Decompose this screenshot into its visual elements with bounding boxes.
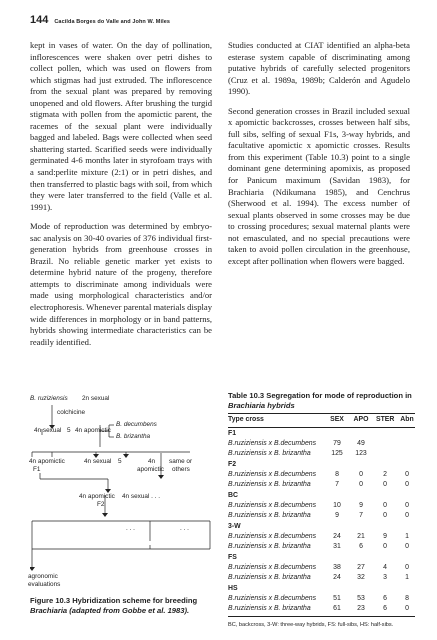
abn-cell: 0 (405, 605, 409, 612)
hybridization-scheme-figure (28, 395, 215, 588)
table-group-row (228, 522, 415, 532)
table-row (228, 573, 415, 583)
apo-cell: 9 (359, 502, 363, 509)
ster-cell: 6 (383, 605, 387, 612)
apo-cell: 21 (357, 533, 365, 540)
table-row (228, 532, 415, 542)
label-2n-sexual: 2n sexual (82, 395, 110, 402)
column-header-ster: STER (376, 416, 395, 423)
sex-cell: 7 (335, 481, 339, 488)
abn-cell: 1 (405, 574, 409, 581)
label-evaluations: evaluations (28, 581, 61, 588)
running-authors: Cacilda Borges do Valle and John W. Miles (54, 19, 171, 25)
label-4n-sexual: 4n sexual (34, 427, 62, 434)
label-4n: 4n (148, 458, 156, 465)
column-header-sex: SEX (330, 416, 344, 423)
ster-cell: 3 (383, 574, 387, 581)
figure-caption-line: Figure 10.3 Hybridization scheme for breeding (30, 596, 198, 605)
body-paragraph: Mode of reproduction was determined by embryo-sac analysis on 30-40 ovaries of 376 individual first-generation hybrids from greenhouse crosses in Brazil. No reliable genetic marker yet exists to determine hybrid nature of the progeny, therefore attempts to discriminate among individuals were made using morphological characteristics and/or electrophoresis. Whenever parental materials display wide differences in morphology or in band patterns, hybrids showing intermediate characteristics can be readily identified. (30, 221, 212, 347)
arrow-head (158, 475, 164, 479)
label-decumbens: B. decumbens (116, 421, 157, 428)
sex-cell: 10 (333, 502, 341, 509)
apo-cell: 23 (357, 605, 365, 612)
label-ruziziensis: B. ruziziensis (30, 395, 68, 402)
body-paragraph: kept in vases of water. On the day of pollination, inflorescences were shaken over petri dishes to collect pollen, which was used on flowers from which stigmas had just extruded. The inflorescence from the sexual plant was prepared by removing unopened and old flowers. After brushing the turgid stigmata with pollen from the apomictic parent, the racemes of the sexual plant were individually bagged and labeled. Bags were collected when seed shattering started. Scarified seeds were individually germinated 4-6 months later in styrofoam trays with a sand:perlite mixture (2:1) or in petri dishes, and then transferred to plastic bags with soil, from which they were later transferred to the field (Valle et al. 1991). (30, 40, 212, 212)
cross-name-cell: B.ruziziensis x B. brizantha (228, 574, 311, 581)
sex-cell: 51 (333, 595, 341, 602)
label-brizantha: B. brizantha (116, 433, 151, 440)
group-label: BC (228, 492, 238, 499)
abn-cell: 0 (405, 512, 409, 519)
label-4n-apomictic: 4n apomictic (29, 458, 65, 465)
table-footnote: BC, backcross, 3-W: three-way hybrids, FS: full-sibs, HS: half-sibs. (228, 622, 394, 628)
abn-cell: 1 (405, 533, 409, 540)
table-header-row (228, 415, 415, 425)
table-group-row (228, 584, 415, 594)
table-top-rule (228, 413, 415, 414)
ster-cell: 0 (383, 512, 387, 519)
cross-name-cell: B.ruziziensis x B. brizantha (228, 481, 311, 488)
table-row (228, 470, 415, 480)
group-label: FS (228, 554, 237, 561)
table-group-row (228, 429, 415, 439)
abn-cell: 0 (405, 471, 409, 478)
label-colchicine: colchicine (57, 409, 86, 416)
apo-cell: 0 (359, 481, 363, 488)
page-header (30, 14, 170, 26)
table-group-row (228, 491, 415, 501)
column-header-abn: Abn (400, 416, 414, 423)
apo-cell: 0 (359, 471, 363, 478)
arrow-head (102, 513, 108, 517)
table-row (228, 511, 415, 521)
group-label: F2 (228, 461, 237, 468)
table-caption-line: Brachiaria hybrids (228, 401, 295, 410)
apo-cell: 27 (357, 564, 365, 571)
cross-name-cell: B.ruziziensis x B.decumbens (228, 595, 317, 602)
arrow-head (123, 454, 129, 458)
label-4n-apomictic: 4n apomictic (79, 493, 115, 500)
table-group-row (228, 460, 415, 470)
abn-cell: 0 (405, 543, 409, 550)
table-row (228, 604, 415, 614)
sex-cell: 24 (333, 574, 341, 581)
table-row (228, 439, 415, 449)
group-label: 3-W (228, 523, 241, 530)
abn-cell: 0 (405, 502, 409, 509)
label-agronomic: agronomic (28, 573, 58, 580)
table-row (228, 449, 415, 459)
table-row (228, 542, 415, 552)
page-number: 144 (30, 14, 49, 26)
label-cross-symbol: 5 (67, 427, 71, 434)
table-row (228, 594, 415, 604)
ster-cell: 0 (383, 481, 387, 488)
sex-cell: 79 (333, 440, 341, 447)
label-others: others (172, 466, 190, 473)
table-row (228, 501, 415, 511)
abn-cell: 0 (405, 481, 409, 488)
apo-cell: 49 (357, 440, 365, 447)
arrow-head (30, 567, 35, 571)
table-caption (228, 391, 418, 411)
cross-name-cell: B.ruziziensis x B. brizantha (228, 605, 311, 612)
ster-cell: 6 (383, 595, 387, 602)
sex-cell: 38 (333, 564, 341, 571)
cross-name-cell: B.ruziziensis x B.decumbens (228, 440, 317, 447)
cross-name-cell: B.ruziziensis x B.decumbens (228, 564, 317, 571)
apo-cell: 32 (357, 574, 365, 581)
label-ellipsis: . . . (180, 525, 189, 532)
label-4n-sexual: 4n sexual . . . (122, 493, 161, 500)
ster-cell: 4 (383, 564, 387, 571)
apo-cell: 123 (355, 450, 367, 457)
cross-name-cell: B.ruziziensis x B. brizantha (228, 543, 311, 550)
figure-caption (30, 596, 220, 616)
cross-name-cell: B.ruziziensis x B.decumbens (228, 533, 317, 540)
table-row (228, 480, 415, 490)
sex-cell: 8 (335, 471, 339, 478)
sex-cell: 61 (333, 605, 341, 612)
table-bottom-rule (228, 616, 415, 617)
label-f2: F2 (97, 501, 105, 508)
apo-cell: 7 (359, 512, 363, 519)
column-header-type: Type cross (228, 416, 264, 423)
left-column (30, 40, 212, 356)
sex-cell: 24 (333, 533, 341, 540)
label-same-or: same or (169, 458, 193, 465)
figure-caption-line: Brachiaria (adapted from Gobbe et al. 1983). (30, 606, 190, 615)
label-apomictic: apomictic (137, 466, 164, 473)
group-label: HS (228, 585, 238, 592)
table-group-row (228, 553, 415, 563)
table-header-rule (228, 427, 415, 428)
ster-cell: 9 (383, 533, 387, 540)
label-4n-sexual: 4n sexual (84, 458, 112, 465)
ster-cell: 0 (383, 502, 387, 509)
label-ellipsis: . . . (126, 525, 135, 532)
ster-cell: 0 (383, 543, 387, 550)
table-caption-line: Table 10.3 Segregation for mode of reproduction in (228, 391, 412, 400)
body-paragraph: Studies conducted at CIAT identified an alpha-beta esterase system capable of discriminating among putative hybrids of carefully selected progenitors (Cruz et al. 1989a, 1989b; Calderón and Agudelo 1990). (228, 40, 410, 97)
sex-cell: 31 (333, 543, 341, 550)
label-f1: F1 (33, 466, 41, 473)
body-paragraph: Second generation crosses in Brazil included sexual x apomictic backcrosses, crosses between half sibs, full sibs, selfing of sexual F1s, 3-way hybrids, and facultative apomictic x apomictic crosses. Results from this experiment (Table 10.3) point to a single dominant gene determining apomixis, as proposed for Panicum maximum (Savidan 1983), for Brachiaria (Ndikumana 1985), and Cenchrus (Sherwood et al. 1994). The excess number of sexual plants observed in some crosses may be due to crossing procedures; sexual maternal plants were not emasculated, and no special precautions were taken to avoid pollen circulation in the greenhouse, except after pollination when flowers were bagged. (228, 105, 410, 266)
cross-name-cell: B.ruziziensis x B.decumbens (228, 502, 317, 509)
column-header-apo: APO (353, 416, 369, 423)
apo-cell: 6 (359, 543, 363, 550)
cross-name-cell: B.ruziziensis x B. brizantha (228, 450, 311, 457)
label-cross-symbol: 5 (118, 458, 122, 465)
group-label: F1 (228, 430, 237, 437)
abn-cell: 8 (405, 595, 409, 602)
right-column (228, 40, 410, 275)
sex-cell: 9 (335, 512, 339, 519)
table-row (228, 563, 415, 573)
apo-cell: 53 (357, 595, 365, 602)
cross-name-cell: B.ruziziensis x B. brizantha (228, 512, 311, 519)
sex-cell: 125 (331, 450, 343, 457)
ster-cell: 2 (383, 471, 387, 478)
cross-name-cell: B.ruziziensis x B.decumbens (228, 471, 317, 478)
label-4n-apomictic: 4n apomictic (75, 427, 111, 434)
abn-cell: 0 (405, 564, 409, 571)
